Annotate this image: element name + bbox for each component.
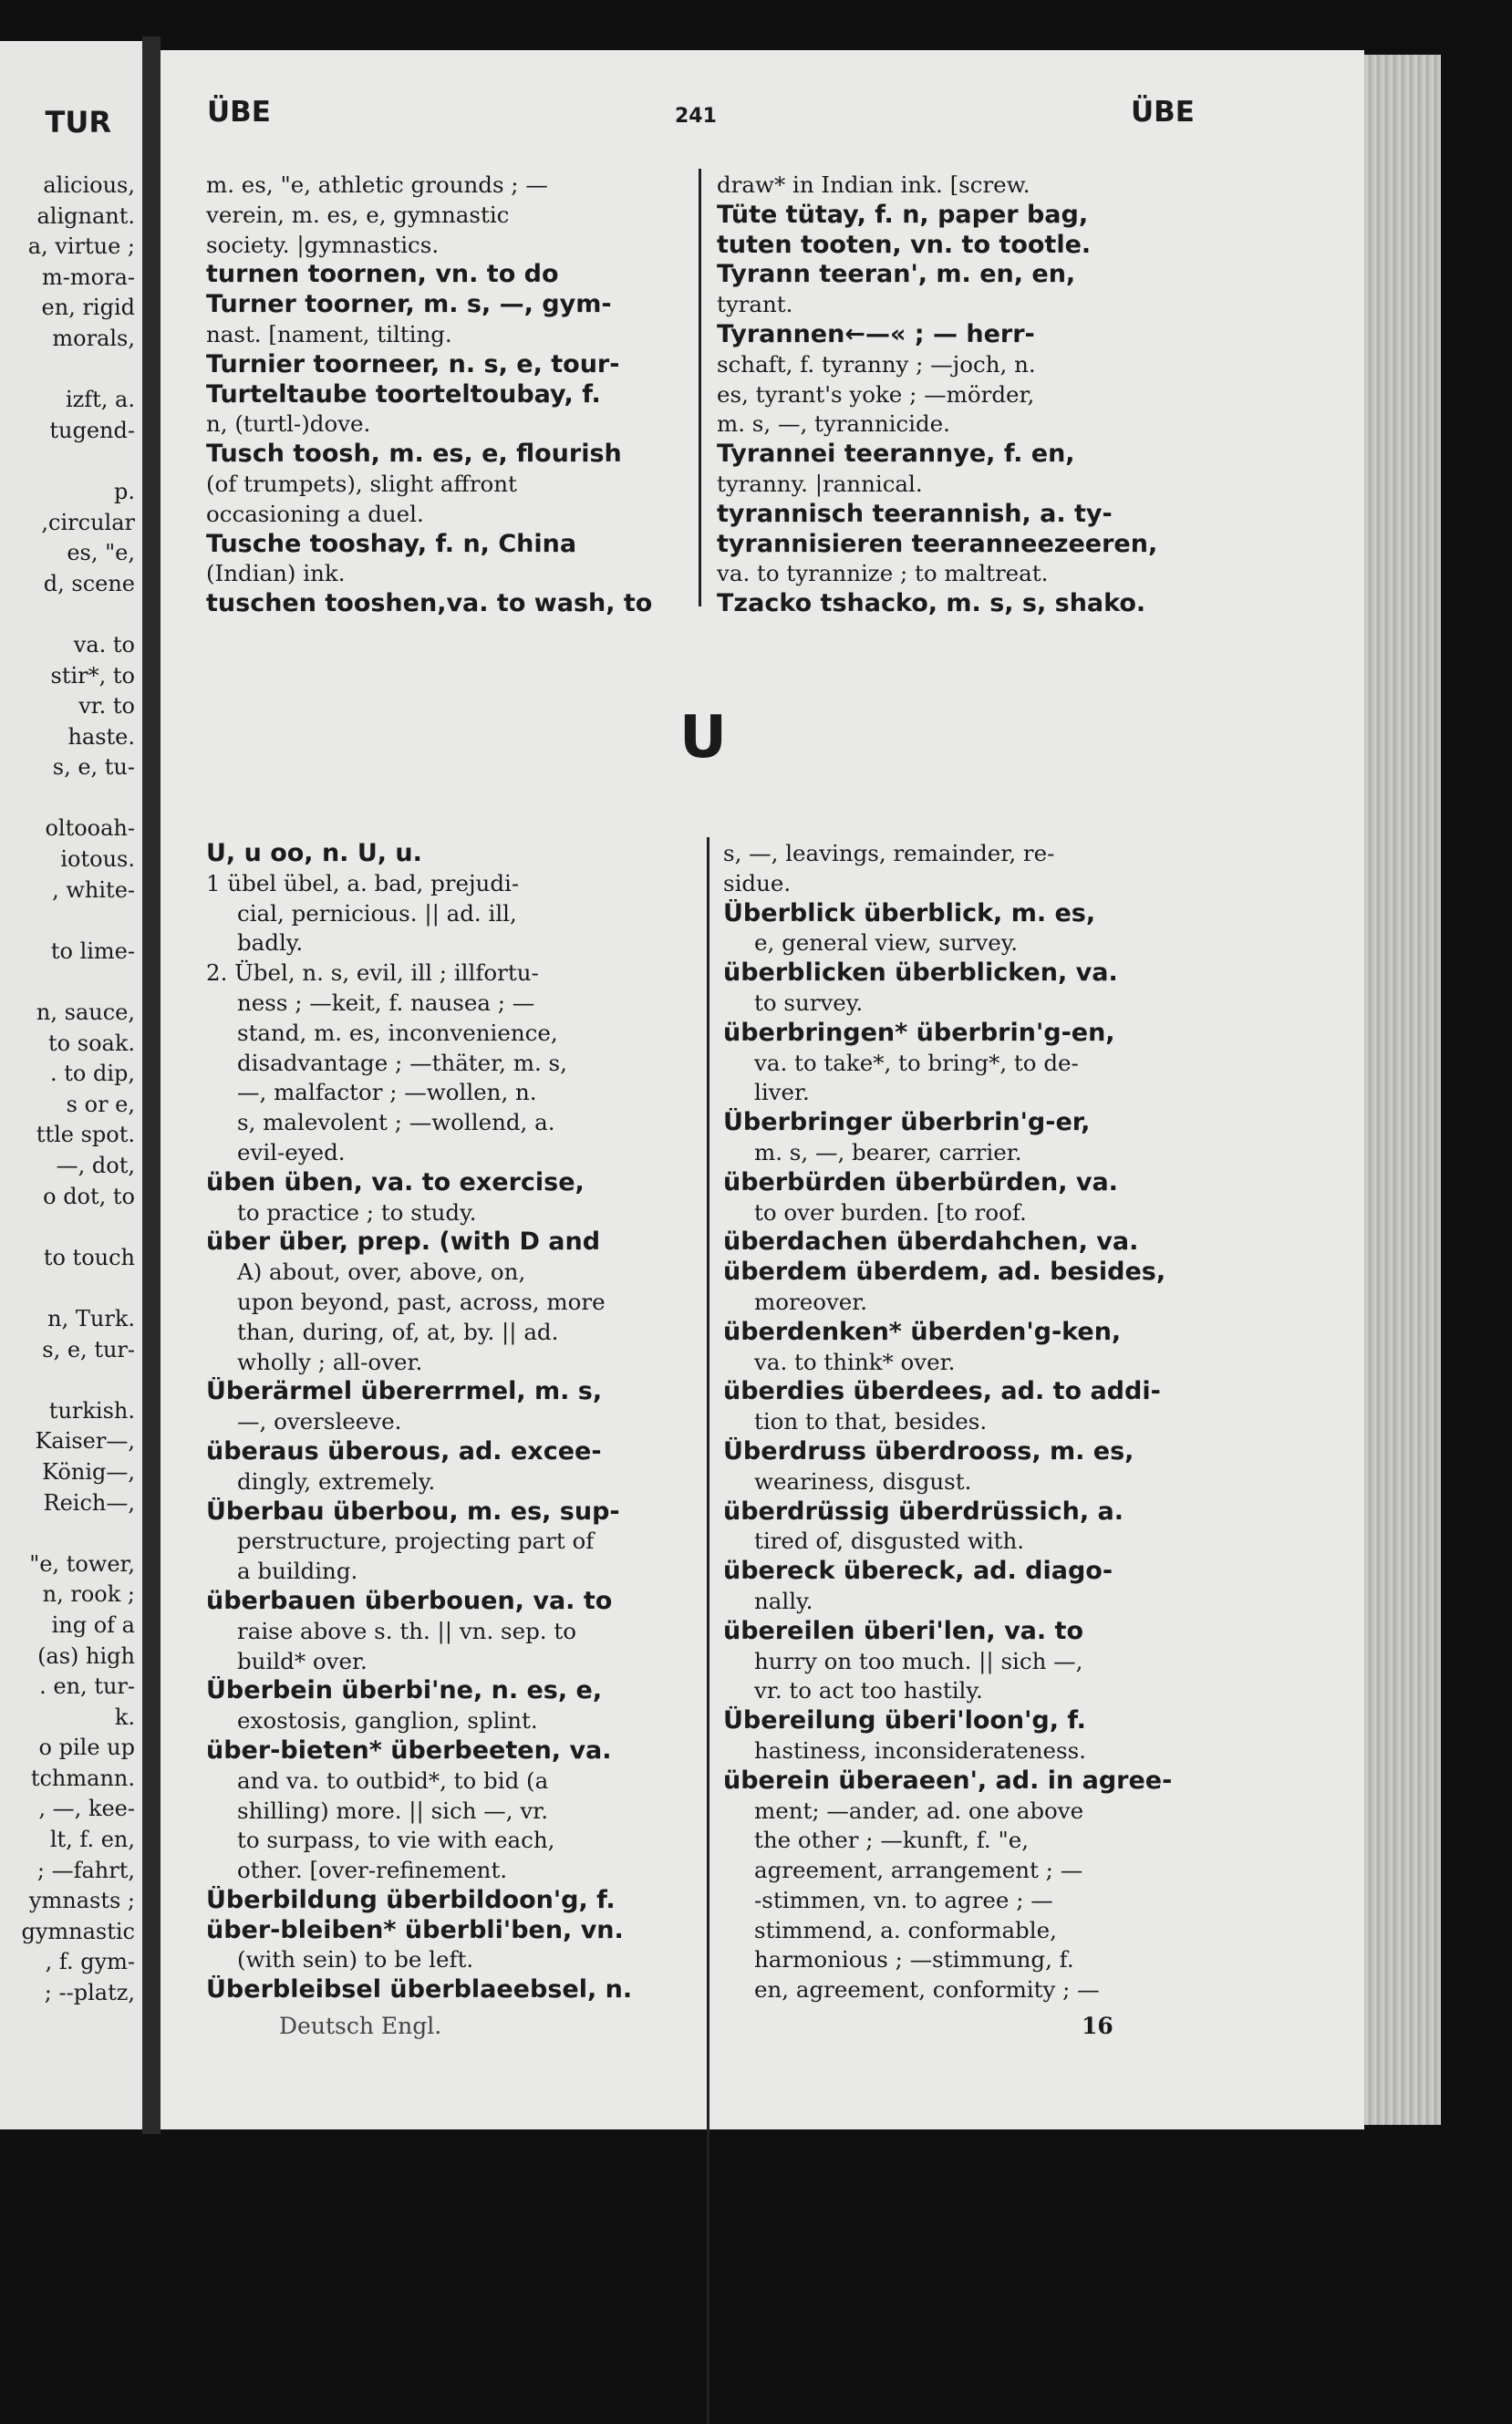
entry-line: to survey. <box>754 989 864 1016</box>
entry-line: e, general view, survey. <box>754 929 1019 957</box>
entry-line: Tyrann teeran', m. en, en, <box>717 260 1076 289</box>
previous-page-line: . en, tur- <box>39 1673 135 1700</box>
entry-line: überdachen überdahchen, va. <box>723 1228 1139 1257</box>
entry-line: —, malfactor ; —wollen, n. <box>237 1079 537 1106</box>
previous-page-line: Kaiser—, <box>35 1428 135 1455</box>
entry-line: überdies überdees, ad. to addi- <box>723 1377 1161 1406</box>
entry-line: (with sein) to be left. <box>237 1946 474 1973</box>
entry-line: to over burden. [to roof. <box>754 1198 1027 1226</box>
entry-line: cial, pernicious. || ad. ill, <box>237 899 517 927</box>
previous-page-header: TUR <box>45 105 111 140</box>
entry-line: (of trumpets), slight affront <box>206 470 517 497</box>
previous-page-line: izft, a. <box>65 387 135 413</box>
entry-line: Überbein überbi'ne, n. es, e, <box>206 1676 603 1705</box>
entry-line: m. es, "e, athletic grounds ; — <box>206 171 548 198</box>
entry-line: tuschen tooshen,va. to wash, to <box>206 589 653 618</box>
entry-line: Tzacko tshacko, m. s, s, shako. <box>717 589 1146 618</box>
previous-page-line: alicious, <box>43 172 135 198</box>
previous-page-line <box>0 783 135 814</box>
previous-page-line: König—, <box>42 1458 135 1485</box>
entry-line: üben üben, va. to exercise, <box>206 1167 585 1196</box>
entry-line: übereck übereck, ad. diago- <box>723 1557 1113 1586</box>
entry-line: überdenken* überden'g-ken, <box>723 1317 1122 1346</box>
previous-page-line: lt, f. en, <box>49 1827 135 1853</box>
footer-signature: Deutsch Engl. <box>279 2013 442 2039</box>
entry-line: Überärmel übererrmel, m. s, <box>206 1377 603 1406</box>
entry-line: sidue. <box>723 869 792 896</box>
previous-page-line: s, e, tur- <box>42 1336 135 1362</box>
entry-line: Überbleibsel überblaeebsel, n. <box>206 1975 633 2004</box>
entry-line: exostosis, ganglion, splint. <box>237 1707 538 1735</box>
previous-page-line: gymnastic <box>21 1918 135 1944</box>
entry-line: schaft, f. tyranny ; —joch, n. <box>717 350 1036 378</box>
entry-line: draw* in Indian ink. [screw. <box>717 171 1030 198</box>
entry-line: va. to tyrannize ; to maltreat. <box>717 560 1049 587</box>
entry-line: Überbildung überbildoon'g, f. <box>206 1885 616 1914</box>
entry-line: raise above s. th. || vn. sep. to <box>237 1617 576 1644</box>
entry-line: über-bleiben* überbli'ben, vn. <box>206 1915 624 1944</box>
entry-line: tyrannisieren teeranneezeeren, <box>717 529 1158 558</box>
entry-line: übereilen überi'len, va. to <box>723 1616 1084 1645</box>
entry-line: tuten tooten, vn. to tootle. <box>717 230 1092 259</box>
entry-line: Turteltaube toorteltoubay, f. <box>206 379 601 409</box>
column-top-left <box>206 171 686 619</box>
entry-line: and va. to outbid*, to bid (a <box>237 1766 549 1794</box>
entry-line: Tyrannei teerannye, f. en, <box>717 440 1075 469</box>
previous-page-line: en, rigid <box>41 295 135 321</box>
previous-page-line: es, "e, <box>67 540 135 566</box>
entry-line: s, —, leavings, remainder, re- <box>723 840 1055 866</box>
entry-line: perstructure, projecting part of <box>237 1528 595 1555</box>
entry-line: weariness, disgust. <box>754 1467 972 1495</box>
entry-line: occasioning a duel. <box>206 500 424 527</box>
previous-page-line: ing of a <box>51 1611 135 1638</box>
previous-page-line: (as) high <box>37 1642 135 1669</box>
entry-line: Übereilung überi'loon'g, f. <box>723 1706 1086 1735</box>
previous-page-line: to lime- <box>50 937 135 964</box>
previous-page-line <box>0 1518 135 1549</box>
entry-line: überbauen überbouen, va. to <box>206 1586 613 1615</box>
entry-line: s, malevolent ; —wollend, a. <box>237 1109 555 1136</box>
entry-line: Tyrannen←—« ; — herr- <box>717 319 1035 348</box>
previous-page-line: , white- <box>52 876 135 903</box>
entry-line: überbürden überbürden, va. <box>723 1167 1118 1196</box>
entry-line: tyranny. |rannical. <box>717 470 923 497</box>
previous-page-line: Reich—, <box>43 1489 135 1516</box>
entry-line: A) about, over, above, on, <box>237 1259 526 1286</box>
previous-page-line: "e, tower, <box>29 1550 135 1577</box>
previous-page-line <box>0 1212 135 1243</box>
previous-page-line: n, rook ; <box>42 1581 135 1608</box>
entry-line: überbringen* überbrin'g-en, <box>723 1018 1115 1047</box>
entry-line: 1 übel übel, a. bad, prejudi- <box>206 869 520 896</box>
entry-line: hurry on too much. || sich —, <box>754 1647 1083 1674</box>
entry-line: Tusch toosh, m. es, e, flourish <box>206 440 622 469</box>
entry-line: ness ; —keit, f. nausea ; — <box>237 989 535 1016</box>
entry-line: verein, m. es, e, gymnastic <box>206 201 510 228</box>
previous-page-line: ,circular <box>41 509 135 535</box>
entry-line: über über, prep. (with D and <box>206 1228 601 1257</box>
entry-line: stimmend, a. conformable, <box>754 1916 1057 1943</box>
previous-page-line <box>0 906 135 937</box>
previous-page-line <box>0 446 135 477</box>
footer-sheet-number: 16 <box>1082 2013 1113 2039</box>
previous-page-line: turkish. <box>48 1397 135 1424</box>
entry-line: nast. [nament, tilting. <box>206 320 452 347</box>
entry-line: liver. <box>754 1079 810 1106</box>
page-number: 241 <box>675 105 717 128</box>
entry-line: über-bieten* überbeeten, va. <box>206 1735 612 1765</box>
previous-page-line: a, virtue ; <box>27 233 135 260</box>
previous-page-line <box>0 599 135 630</box>
entry-line: Turnier toorneer, n. s, e, tour- <box>206 349 620 378</box>
entry-line: society. |gymnastics. <box>206 231 440 258</box>
entry-line: überein überaeen', ad. in agree- <box>723 1766 1173 1795</box>
previous-page-line: ttle spot. <box>36 1122 135 1148</box>
entry-line: tired of, disgusted with. <box>754 1528 1025 1555</box>
running-head-right: ÜBE <box>1131 96 1195 129</box>
entry-line: überaus überous, ad. excee- <box>206 1436 602 1466</box>
previous-page-line: o pile up <box>38 1735 135 1761</box>
entry-line: harmonious ; —stimmung, f. <box>754 1946 1074 1973</box>
entry-line: m. s, —, tyrannicide. <box>717 410 950 438</box>
previous-page-line: d, scene <box>43 570 135 596</box>
previous-page-line: ; —fahrt, <box>36 1857 135 1883</box>
entry-line: Tusche tooshay, f. n, China <box>206 529 577 558</box>
entry-line: upon beyond, past, across, more <box>237 1288 606 1315</box>
entry-line: m. s, —, bearer, carrier. <box>754 1138 1022 1165</box>
previous-page-line: tchmann. <box>30 1765 135 1791</box>
entry-line: tyrant. <box>717 291 793 318</box>
previous-page-line: to touch <box>43 1244 135 1270</box>
previous-page-line: vr. to <box>78 693 135 720</box>
entry-line: agreement, arrangement ; — <box>754 1857 1083 1884</box>
entry-line: Turner toorner, m. s, —, gym- <box>206 290 612 319</box>
entry-line: tion to that, besides. <box>754 1408 988 1435</box>
entry-line: -stimmen, vn. to agree ; — <box>754 1886 1053 1913</box>
page-edge <box>1364 55 1441 2125</box>
previous-page-line: n, sauce, <box>36 1000 135 1026</box>
previous-page-line <box>0 1273 135 1304</box>
column-bottom-left <box>206 839 693 2005</box>
column-rule-bottom <box>707 837 709 2424</box>
entry-line: disadvantage ; —thäter, m. s, <box>237 1049 567 1076</box>
previous-page-line: s or e, <box>66 1091 135 1117</box>
previous-page-line: n, Turk. <box>47 1305 135 1331</box>
previous-page-line: o dot, to <box>43 1183 135 1209</box>
previous-page-line: k. <box>114 1704 135 1730</box>
entry-line: U, u oo, n. U, u. <box>206 839 422 867</box>
previous-page-line: p. <box>114 478 135 504</box>
entry-line: a building. <box>237 1558 358 1585</box>
previous-page-line: ; --platz, <box>44 1980 135 2006</box>
previous-page-line: tugend- <box>49 417 135 443</box>
previous-page-line: haste. <box>67 723 135 750</box>
entry-line: badly. <box>237 929 304 957</box>
previous-page-lines <box>0 171 135 2009</box>
entry-line: other. [over-refinement. <box>237 1857 508 1884</box>
column-top-right <box>717 171 1200 619</box>
previous-page-line: va. to <box>73 631 135 658</box>
previous-page-line: oltooah- <box>45 815 135 842</box>
column-rule-top <box>699 169 701 606</box>
previous-page-line <box>0 1365 135 1396</box>
entry-line: to surpass, to vie with each, <box>237 1827 555 1854</box>
previous-page-fragment <box>0 41 142 2129</box>
entry-line: va. to take*, to bring*, to de- <box>754 1049 1079 1076</box>
entry-line: vr. to act too hastily. <box>754 1677 983 1704</box>
entry-line: Überbau überbou, m. es, sup- <box>206 1497 620 1526</box>
previous-page-line: morals, <box>52 325 135 351</box>
entry-line: the other ; —kunft, f. "e, <box>754 1827 1030 1854</box>
previous-page-line: m-mora- <box>42 264 135 290</box>
previous-page-line: iotous. <box>60 846 135 873</box>
previous-page-line: to soak. <box>48 1030 135 1056</box>
entry-line: en, agreement, conformity ; — <box>754 1976 1100 2004</box>
entry-line: 2. Übel, n. s, evil, ill ; illfortu- <box>206 959 539 987</box>
entry-line: stand, m. es, inconvenience, <box>237 1019 558 1046</box>
previous-page-line <box>0 355 135 386</box>
entry-line: than, during, of, at, by. || ad. <box>237 1318 559 1345</box>
previous-page-line: stir*, to <box>50 662 135 689</box>
running-head-left: ÜBE <box>207 96 271 129</box>
previous-page-line: —, dot, <box>56 1153 135 1178</box>
entry-line: turnen toornen, vn. to do <box>206 260 559 289</box>
column-bottom-right <box>723 839 1206 2005</box>
previous-page-line: s, e, tu- <box>52 754 135 781</box>
entry-line: evil-eyed. <box>237 1138 346 1165</box>
section-letter: U <box>679 704 727 772</box>
entry-line: Tüte tütay, f. n, paper bag, <box>717 200 1089 229</box>
previous-page-line: , —, kee- <box>38 1796 135 1822</box>
entry-line: Überdruss überdrooss, m. es, <box>723 1436 1134 1466</box>
entry-line: dingly, extremely. <box>237 1467 436 1495</box>
previous-page-line: ymnasts ; <box>28 1888 135 1914</box>
entry-line: shilling) more. || sich —, vr. <box>237 1797 548 1824</box>
previous-page-line: . to dip, <box>49 1061 135 1087</box>
entry-line: Überblick überblick, m. es, <box>723 898 1096 927</box>
entry-line: überblicken überblicken, va. <box>723 958 1118 988</box>
entry-line: (Indian) ink. <box>206 560 346 587</box>
entry-line: tyrannisch teerannish, a. ty- <box>717 499 1113 528</box>
entry-line: überdem überdem, ad. besides, <box>723 1258 1166 1287</box>
entry-line: hastiness, inconsiderateness. <box>754 1736 1086 1764</box>
entry-line: n, (turtl-)dove. <box>206 410 371 438</box>
entry-line: va. to think* over. <box>754 1348 956 1375</box>
entry-line: build* over. <box>237 1647 368 1674</box>
previous-page-line <box>0 967 135 998</box>
previous-page-line: , f. gym- <box>45 1949 135 1975</box>
entry-line: wholly ; all-over. <box>237 1348 423 1375</box>
entry-line: es, tyrant's yoke ; —mörder, <box>717 380 1035 408</box>
entry-line: Überbringer überbrin'g-er, <box>723 1108 1091 1137</box>
book-gutter <box>142 36 161 2134</box>
entry-line: überdrüssig überdrüssich, a. <box>723 1497 1124 1526</box>
entry-line: nally. <box>754 1587 813 1614</box>
entry-line: —, oversleeve. <box>237 1408 402 1435</box>
entry-line: moreover. <box>754 1288 868 1315</box>
entry-line: ment; —ander, ad. one above <box>754 1797 1084 1824</box>
previous-page-line: alignant. <box>36 202 135 229</box>
entry-line: to practice ; to study. <box>237 1198 477 1226</box>
